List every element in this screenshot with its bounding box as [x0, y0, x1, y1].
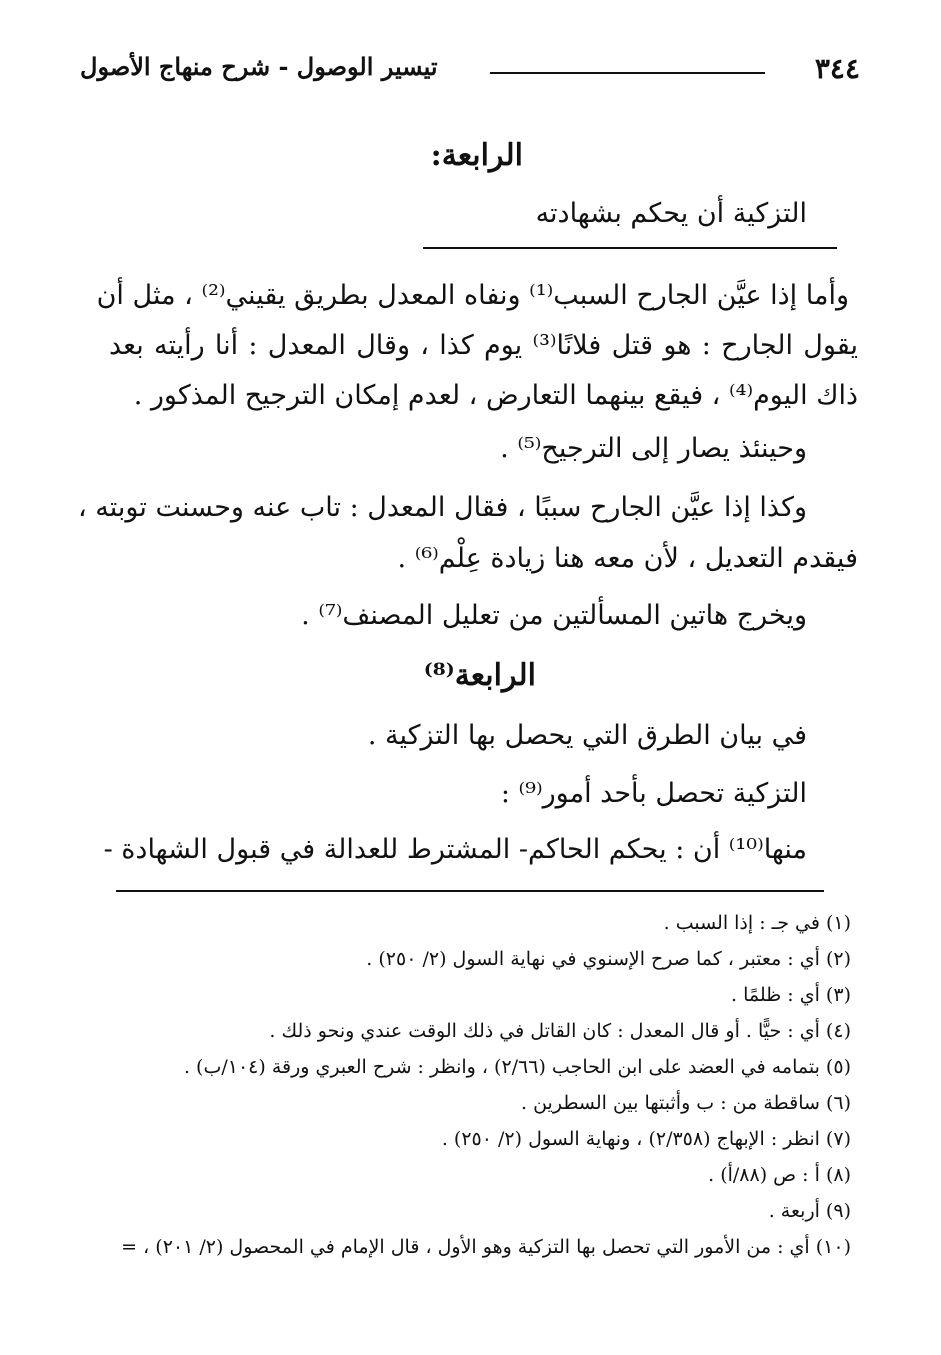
section-heading-fourth-2: الرابعة⁽⁸⁾ [423, 658, 536, 693]
footnote: (١) في جـ : إذا السبب . [663, 912, 851, 934]
footnote: (٥) بتمامه في العضد على ابن الحاجب (٢/٦٦) ، وانظر : شرح العبري ورقة (١٠٤/ب) . [183, 1056, 851, 1078]
footnote: (٤) أي : حيًّا . أو قال المعدل : كان القاتل في ذلك الوقت عندي ونحو ذلك . [269, 1020, 851, 1042]
paragraph-line: ويخرج هاتين المسألتين من تعليل المصنف⁽⁷⁾ . [301, 600, 807, 631]
paragraph-line: ذاك اليوم⁽⁴⁾ ، فيقع بينهما التعارض ، لعدم إمكان الترجيح المذكور . [133, 380, 858, 411]
intro-underline [423, 247, 837, 249]
paragraph-line: وحينئذ يصار إلى الترجيح⁽⁵⁾ . [500, 433, 807, 464]
book-title: تيسير الوصول - شرح منهاج الأصول [80, 52, 438, 81]
footnote: (٦) ساقطة من : ب وأثبتها بين السطرين . [521, 1092, 851, 1114]
paragraph-line: في بيان الطرق التي يحصل بها التزكية . [367, 720, 807, 751]
header-rule [490, 72, 765, 74]
footnote: (٧) انظر : الإبهاج (٢/٣٥٨) ، ونهاية السول (٢/ ٢٥٠) . [441, 1128, 851, 1150]
page-number: ٣٤٤ [814, 52, 860, 85]
intro-line: التزكية أن يحكم بشهادته [535, 198, 807, 229]
footnote: (٩) أربعة . [768, 1200, 851, 1222]
section-heading-fourth: الرابعة: [430, 138, 523, 173]
footnote: (١٠) أي : من الأمور التي تحصل بها التزكية وهو الأول ، قال الإمام في المحصول (٢/ ٢٠١) ، = [121, 1236, 851, 1258]
paragraph-line: التزكية تحصل بأحد أمور⁽⁹⁾ : [500, 778, 807, 809]
paragraph-line: وأما إذا عيَّن الجارح السبب⁽¹⁾ ونفاه المعدل بطريق يقيني⁽²⁾ ، مثل أن [96, 280, 849, 311]
page-header [80, 52, 860, 92]
footnote-separator [116, 890, 824, 892]
paragraph-line: يقول الجارح : هو قتل فلانًا⁽³⁾ يوم كذا ، وقال المعدل : أنا رأيته بعد [109, 330, 858, 361]
paragraph-line: وكذا إذا عيَّن الجارح سببًا ، فقال المعدل : تاب عنه وحسنت توبته ، [77, 492, 807, 523]
paragraph-line: فيقدم التعديل ، لأن معه هنا زيادة عِلْم⁽⁶⁾ . [397, 543, 858, 574]
paragraph-line: منها⁽¹⁰⁾ أن : يحكم الحاكم- المشترط للعدالة في قبول الشهادة - [103, 834, 807, 865]
footnote: (٨) أ : ص (٨٨/أ) . [708, 1164, 851, 1186]
footnote: (٢) أي : معتبر ، كما صرح الإسنوي في نهاية السول (٢/ ٢٥٠) . [366, 948, 851, 970]
footnote: (٣) أي : ظلمًا . [731, 984, 851, 1006]
